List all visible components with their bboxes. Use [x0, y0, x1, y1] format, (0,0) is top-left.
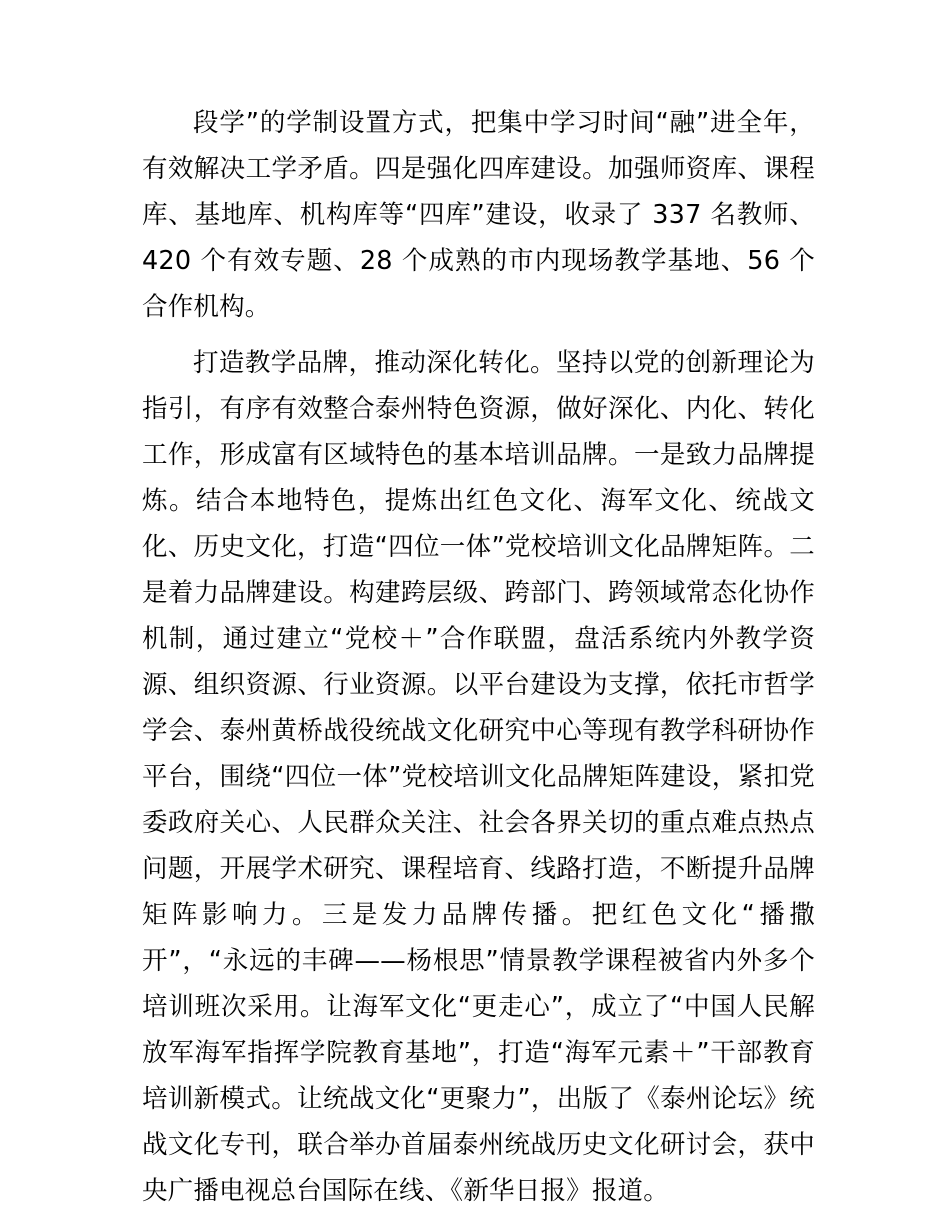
paragraph-2: 打造教学品牌，推动深化转化。坚持以党的创新理论为指引，有序有效整合泰州特色资源，做好深化、内化、转化工作，形成富有区域特色的基本培训品牌。一是致力品牌提炼。结合本地特色，提炼出红色文化、海军文化、统战文化、历史文化，打造“四位一体”党校培训文化品牌矩阵。二是着力品牌建设。构建跨层级、跨部门、跨领域常态化协作机制，通过建立“党校＋”合作联盟，盘活系统内外教学资源、组织资源、行业资源。以平台建设为支撑，依托市哲学学会、泰州黄桥战役统战文化研究中心等现有教学科研协作平台，围绕“四位一体”党校培训文化品牌矩阵建设，紧扣党委政府关心、人民群众关注、社会各界关切的重点难点热点问题，开展学术研究、课程培育、线路打造，不断提升品牌矩阵影响力。三是发力品牌传播。把红色文化“播撒开”，“永远的丰碑——杨根思”情景教学课程被省内外多个培训班次采用。让海军文化“更走心”，成立了“中国人民解放军海军指挥学院教育基地”，打造“海军元素＋”干部教育培训新模式。让统战文化“更聚力”，出版了《泰州论坛》统战文化专刊，联合举办首届泰州统战历史文化研讨会，获中央广播电视总台国际在线、《新华日报》报道。 — [142, 348, 815, 1206]
document-body — [142, 100, 815, 1214]
paragraph-1: 段学”的学制设置方式，把集中学习时间“融”进全年，有效解决工学矛盾。四是强化四库建设。加强师资库、课程库、基地库、机构库等“四库”建设，收录了 337 名教师、420 个有效专题、28 个成熟的市内现场教学基地、56 个合作机构。 — [142, 108, 815, 322]
